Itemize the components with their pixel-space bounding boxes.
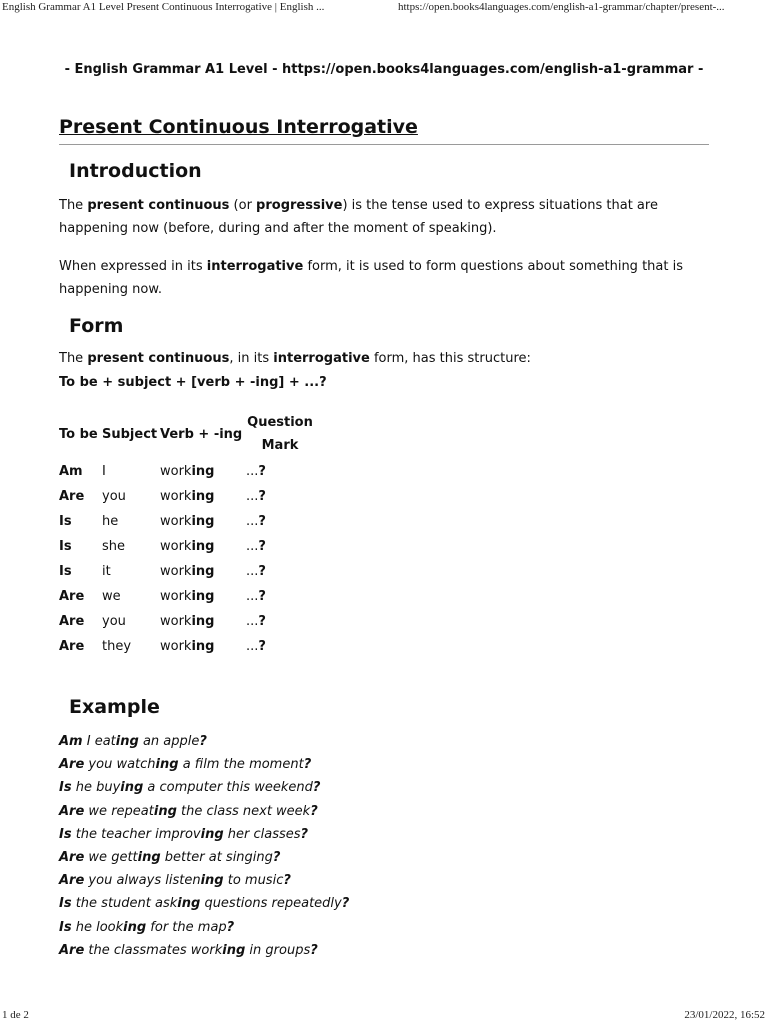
- sentence-part: he look: [71, 919, 124, 935]
- print-header-url: https://open.books4languages.com/english-a1-grammar/chapter/present-...: [398, 1, 725, 13]
- introduction-paragraph-1: [59, 194, 709, 240]
- cell-subject: she: [102, 539, 126, 554]
- cell-to-be: Are: [59, 614, 85, 629]
- print-datetime: 23/01/2022, 16:52: [684, 1009, 765, 1021]
- ing-ending: ing: [200, 826, 224, 842]
- auxiliary: Is: [59, 826, 72, 842]
- sentence-part: you always listen: [84, 873, 201, 889]
- text-run: (or: [229, 198, 257, 213]
- cell-question-mark: [246, 634, 314, 659]
- sentence-part: an apple: [138, 734, 200, 749]
- verb-ending: ing: [191, 589, 215, 604]
- question-mark: ?: [303, 757, 312, 773]
- question-dots: ...: [246, 489, 259, 504]
- example-sentence: [59, 939, 709, 962]
- question-mark: ?: [310, 942, 318, 958]
- question-mark: ?: [272, 850, 281, 866]
- cell-verb: [160, 459, 246, 484]
- cell-to-be: Am: [59, 464, 83, 479]
- text-run: , in its: [229, 351, 274, 366]
- auxiliary: Are: [59, 942, 85, 958]
- cell-to-be: Are: [59, 639, 85, 654]
- cell-to-be: Is: [59, 539, 72, 554]
- auxiliary: Am: [59, 734, 83, 749]
- page-title: Present Continuous Interrogative: [59, 116, 709, 145]
- question-mark: ?: [199, 734, 207, 749]
- sentence-part: the classmates work: [84, 942, 223, 958]
- question-dots: ...: [246, 564, 259, 579]
- question-mark: ?: [310, 803, 318, 819]
- verb-ending: ing: [191, 464, 215, 479]
- question-dots: ...: [246, 614, 259, 629]
- verb-stem: work: [160, 614, 192, 629]
- question-mark: ?: [258, 639, 266, 654]
- table-row: [59, 484, 314, 509]
- sentence-part: we repeat: [84, 803, 154, 819]
- introduction-heading: Introduction: [69, 160, 202, 182]
- question-mark: ?: [258, 514, 266, 529]
- table-row: [59, 609, 314, 634]
- ing-ending: ing: [177, 896, 201, 912]
- verb-stem: work: [160, 589, 192, 604]
- sentence-part: better at singing: [160, 850, 273, 866]
- table-row: [59, 459, 314, 484]
- cell-to-be: Are: [59, 489, 85, 504]
- question-mark: ?: [300, 826, 309, 842]
- introduction-paragraph-2: [59, 255, 709, 301]
- cell-subject: he: [102, 514, 119, 529]
- sentence-part: he buy: [71, 780, 121, 796]
- text-run: form, has this structure:: [369, 351, 531, 366]
- question-dots: ...: [246, 514, 259, 529]
- form-table: [59, 409, 314, 659]
- verb-stem: work: [160, 489, 192, 504]
- sentence-part: we gett: [84, 850, 138, 866]
- verb-ending: ing: [191, 639, 215, 654]
- example-sentence: [59, 753, 709, 776]
- bold-run: present continuous: [87, 198, 230, 213]
- text-run: The: [59, 198, 88, 213]
- verb-stem: work: [160, 464, 192, 479]
- question-mark: ?: [258, 489, 266, 504]
- auxiliary: Is: [59, 896, 72, 912]
- cell-question-mark: [246, 559, 314, 584]
- verb-stem: work: [160, 514, 192, 529]
- table-row: [59, 559, 314, 584]
- example-sentence: [59, 892, 709, 915]
- form-heading: Form: [69, 315, 124, 337]
- bold-run: present continuous: [87, 351, 230, 366]
- verb-ending: ing: [191, 539, 215, 554]
- ing-ending: ing: [222, 942, 246, 958]
- cell-subject: they: [102, 639, 132, 654]
- bold-run: interrogative: [273, 351, 370, 366]
- col-header-question-mark: Question Mark: [247, 415, 313, 453]
- cell-question-mark: [246, 534, 314, 559]
- verb-stem: work: [160, 639, 192, 654]
- ing-ending: ing: [137, 850, 161, 866]
- form-paragraph: [59, 347, 709, 370]
- ing-ending: ing: [200, 873, 224, 889]
- question-dots: ...: [246, 639, 259, 654]
- cell-verb: [160, 584, 246, 609]
- page-number: 1 de 2: [2, 1009, 29, 1021]
- cell-verb: [160, 559, 246, 584]
- verb-stem: work: [160, 564, 192, 579]
- site-line: - English Grammar A1 Level - https://open.books4languages.com/english-a1-grammar -: [64, 62, 704, 77]
- sentence-part: for the map: [146, 919, 227, 935]
- cell-to-be: Is: [59, 564, 72, 579]
- verb-ending: ing: [191, 564, 215, 579]
- table-row: [59, 534, 314, 559]
- question-mark: ?: [226, 919, 235, 935]
- example-sentence: [59, 730, 709, 753]
- cell-verb: [160, 509, 246, 534]
- sentence-part: I eat: [82, 734, 116, 749]
- text-run: When expressed in its: [59, 259, 207, 274]
- sentence-part: her classes: [223, 826, 301, 842]
- example-sentence: [59, 800, 709, 823]
- col-header-subject: Subject: [102, 426, 158, 442]
- cell-question-mark: [246, 484, 314, 509]
- example-sentence: [59, 846, 709, 869]
- table-header-row: [59, 409, 314, 459]
- auxiliary: Are: [59, 803, 85, 819]
- cell-subject: we: [102, 589, 121, 604]
- col-header-verb: Verb + -ing: [160, 426, 243, 442]
- verb-ending: ing: [191, 489, 215, 504]
- question-mark: ?: [258, 539, 266, 554]
- print-header: [0, 0, 768, 16]
- sentence-part: a film the moment: [178, 757, 304, 773]
- cell-to-be: Is: [59, 514, 72, 529]
- cell-to-be: Are: [59, 589, 85, 604]
- cell-verb: [160, 534, 246, 559]
- sentence-part: in groups: [245, 942, 311, 958]
- ing-ending: ing: [123, 919, 147, 935]
- auxiliary: Are: [59, 873, 85, 889]
- cell-verb: [160, 634, 246, 659]
- question-dots: ...: [246, 539, 259, 554]
- print-header-title: English Grammar A1 Level Present Continuous Interrogative | English ...: [2, 1, 325, 13]
- verb-stem: work: [160, 539, 192, 554]
- example-sentence: [59, 823, 709, 846]
- cell-question-mark: [246, 459, 314, 484]
- ing-ending: ing: [120, 780, 144, 796]
- cell-subject: I: [102, 464, 106, 479]
- question-mark: ?: [283, 873, 291, 889]
- form-structure: To be + subject + [verb + -ing] + ...?: [59, 375, 327, 390]
- example-sentence: [59, 776, 709, 799]
- sentence-part: a computer this weekend: [143, 780, 313, 796]
- question-mark: ?: [258, 614, 266, 629]
- cell-question-mark: [246, 584, 314, 609]
- example-list: [59, 730, 709, 962]
- cell-subject: it: [102, 564, 111, 579]
- question-dots: ...: [246, 589, 259, 604]
- sentence-part: the teacher improv: [71, 826, 201, 842]
- cell-subject: you: [102, 614, 126, 629]
- cell-verb: [160, 609, 246, 634]
- question-dots: ...: [246, 464, 259, 479]
- text-run: The: [59, 351, 88, 366]
- verb-ending: ing: [191, 614, 215, 629]
- sentence-part: the class next week: [176, 803, 311, 819]
- question-mark: ?: [341, 896, 350, 912]
- bold-run: interrogative: [206, 259, 304, 274]
- table-row: [59, 634, 314, 659]
- auxiliary: Is: [59, 780, 72, 796]
- sentence-part: you watch: [84, 757, 156, 773]
- table-row: [59, 584, 314, 609]
- example-heading: Example: [69, 696, 160, 718]
- question-mark: ?: [258, 564, 266, 579]
- example-sentence: [59, 869, 709, 892]
- cell-question-mark: [246, 609, 314, 634]
- table-row: [59, 509, 314, 534]
- auxiliary: Are: [59, 757, 85, 773]
- cell-verb: [160, 484, 246, 509]
- ing-ending: ing: [155, 757, 179, 773]
- print-footer: [0, 1008, 768, 1024]
- auxiliary: Is: [59, 919, 72, 935]
- sentence-part: to music: [223, 873, 284, 889]
- cell-question-mark: [246, 509, 314, 534]
- verb-ending: ing: [191, 514, 215, 529]
- text-run: ) is the tense used to express situations that are happening now (before, during and after the moment of speaking).: [59, 198, 658, 236]
- question-mark: ?: [258, 589, 266, 604]
- question-mark: ?: [258, 464, 266, 479]
- text-run: form, it is used to form questions about something that is happening now.: [59, 259, 683, 297]
- col-header-to-be: To be: [59, 426, 98, 442]
- sentence-part: questions repeatedly: [200, 896, 342, 912]
- cell-subject: you: [102, 489, 126, 504]
- bold-run: progressive: [256, 198, 343, 213]
- sentence-part: the student ask: [71, 896, 178, 912]
- ing-ending: ing: [153, 803, 177, 819]
- question-mark: ?: [312, 780, 321, 796]
- example-sentence: [59, 916, 709, 939]
- ing-ending: ing: [115, 734, 139, 749]
- auxiliary: Are: [59, 850, 85, 866]
